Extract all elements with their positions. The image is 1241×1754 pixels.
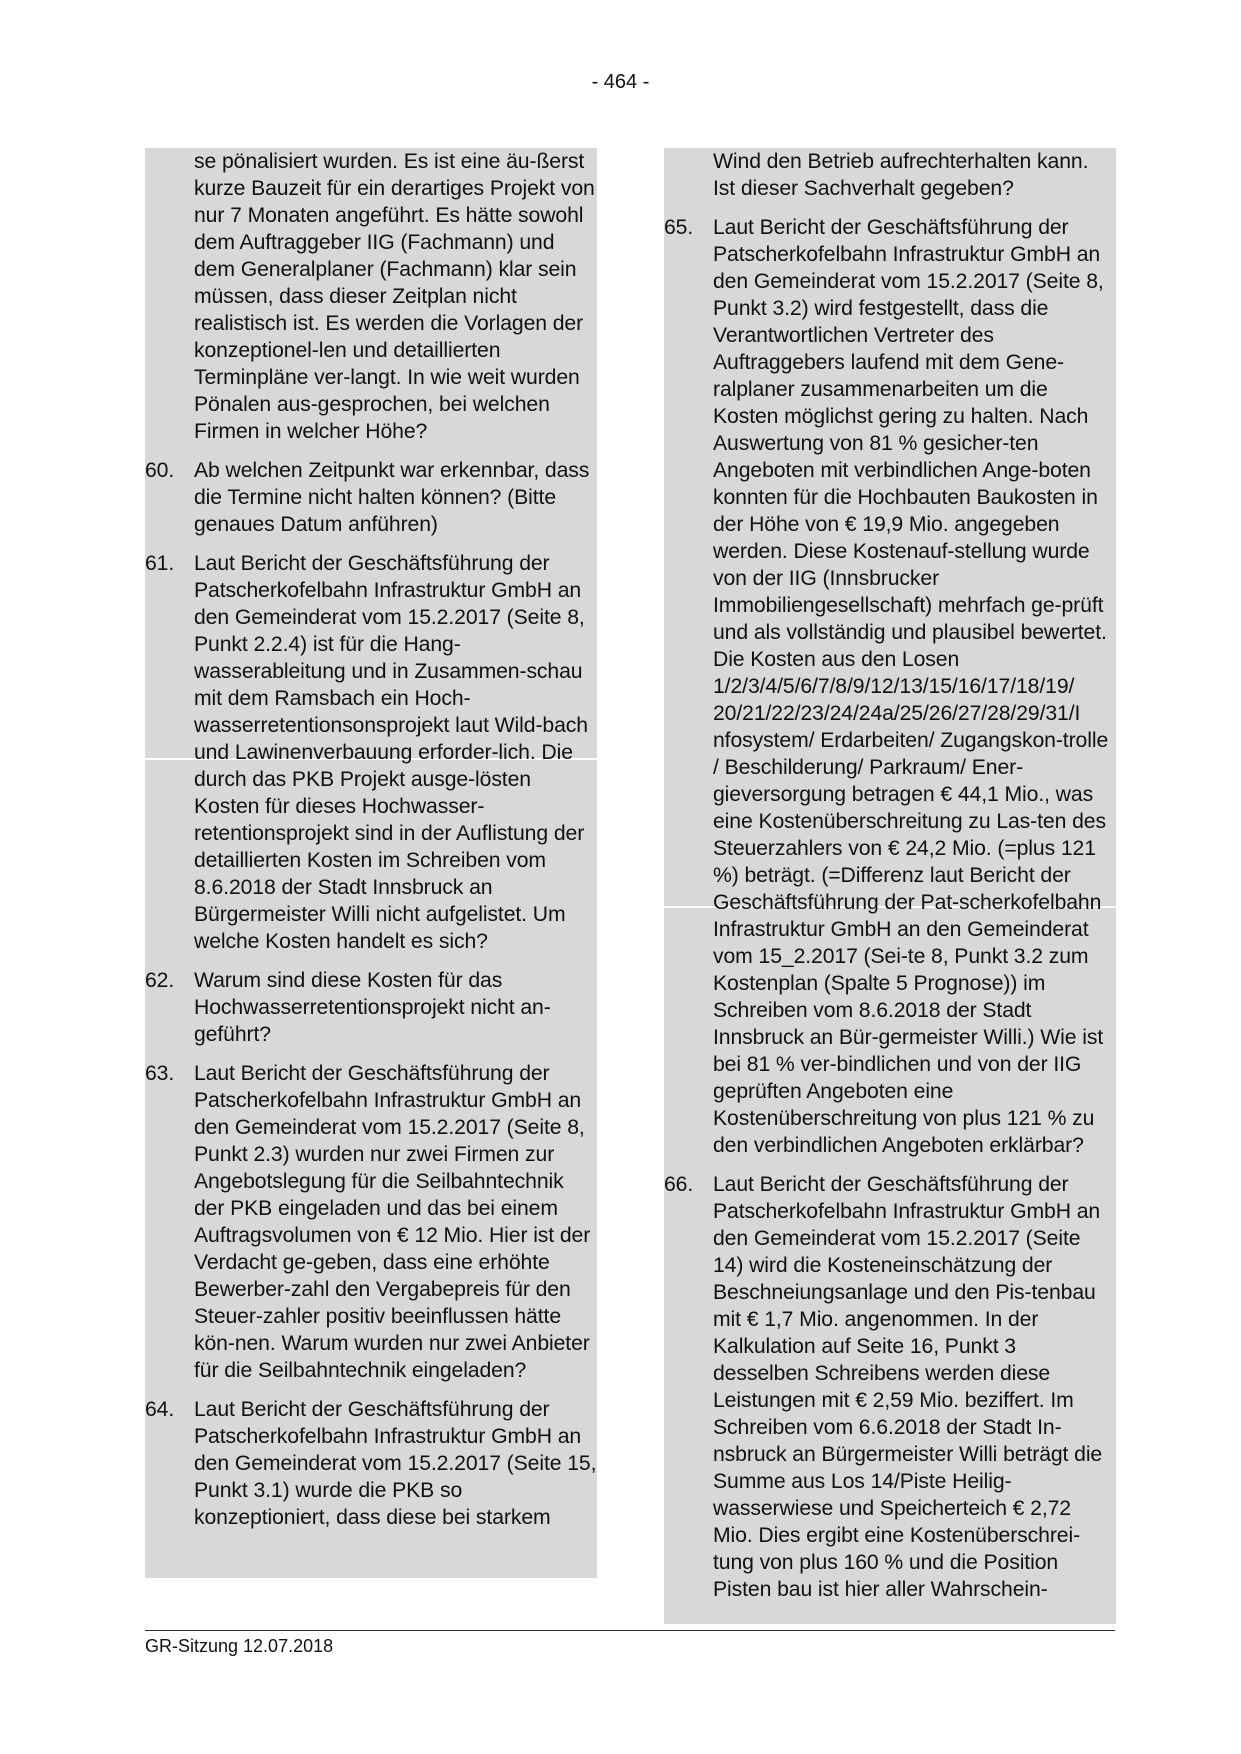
item-text: Warum sind diese Kosten für das Hochwasserretentionsprojekt nicht an-geführt? [194,969,551,1046]
item-number: 64. [145,1398,175,1421]
list-item [145,1396,597,1531]
page-number: - 464 - [591,71,650,93]
footer-divider [145,1630,1115,1631]
item-text: Laut Bericht der Geschäftsführung der Patscherkofelbahn Infrastruktur GmbH an den Gemeinderat vom 15.2.2017 (Seite 14) wird die Kosteneinschätzung der Beschneiungsanlage und den Pis-tenbau mit € 1,7 Mio. angenommen. In der Kalkulation auf Seite 16, Punkt 3 desselben Schreibens werden diese Leistungen mit € 2,59 Mio. beziffert. Im Schreiben vom 6.6.2018 der Stadt In-nsbruck an Bürgermeister Willi beträgt die Summe aus Los 14/Piste Heilig-wasserwiese und Speicherteich € 2,72 Mio. Dies ergibt eine Kostenüberschrei-tung von plus 160 % und die Position Pisten bau ist hier aller Wahrschein- [713,1173,1103,1601]
footer-label: GR-Sitzung 12.07.2018 [145,1636,334,1656]
item-text: Wind den Betrieb aufrechterhalten kann. Ist dieser Sachverhalt gegeben? [713,150,1089,200]
right-column [664,148,1116,1615]
list-item-continuation [145,148,597,445]
list-item [145,1060,597,1384]
item-text: Laut Bericht der Geschäftsführung der Patscherkofelbahn Infrastruktur GmbH an den Gemeinderat vom 15.2.2017 (Seite 8, Punkt 3.2) wird festgestellt, dass die Verantwortlichen Vertreter des Auftraggebers laufend mit dem Gene-ralplaner zusammenarbeiten um die Kosten möglichst gering zu halten. Nach Auswertung von 81 % gesicher-ten Angeboten mit verbindlichen Ange-boten konnten für die Hochbauten Baukosten in der Höhe von € 19,9 Mio. angegeben werden. Diese Kostenauf-stellung wurde von der IIG (Innsbrucker Immobiliengesellschaft) mehrfach ge-prüft und als vollständig und plausibel bewertet. Die Kosten aus den Losen 1/2/3/4/5/6/7/8/9/12/13/15/16/17/18/19/ 20/21/22/23/24/24a/25/26/27/28/29/31/I nfosystem/ Erdarbeiten/ Zugangskon-trolle / Beschilderung/ Parkraum/ Ener-gieversorgung betragen € 44,1 Mio., was eine Kostenüberschreitung zu Las-ten des Steuerzahlers von € 24,2 Mio. (=plus 121 %) beträgt. (=Differenz laut Bericht der Geschäftsführung der Pat-scherkofelbahn Infrastruktur GmbH an den Gemeinderat vom 15_2.2017 (Sei-te 8, Punkt 3.2 zum Kostenplan (Spalte 5 Prognose)) im Schreiben vom 8.6.2018 der Stadt Innsbruck an Bür-germeister Willi.) Wie ist bei 81 % ver-bindlichen und von der IIG geprüften Angeboten eine Kostenüberschreitung von plus 121 % zu den verbindlichen Angeboten erklärbar? [713,216,1109,1157]
list-item-continuation [664,148,1116,202]
item-text: Laut Bericht der Geschäftsführung der Patscherkofelbahn Infrastruktur GmbH an den Gemeinderat vom 15.2.2017 (Seite 8, Punkt 2.3) wurden nur zwei Firmen zur Angebotslegung für die Seilbahntechnik der PKB eingeladen und das bei einem Auftragsvolumen von € 12 Mio. Hier ist der Verdacht ge-geben, dass eine erhöhte Bewerber-zahl den Vergabepreis für den Steuer-zahler positiv beeinflussen hätte kön-nen. Warum wurden nur zwei Anbieter für die Seilbahntechnik eingeladen? [194,1062,591,1382]
item-number: 65. [664,216,694,239]
list-item [664,214,1116,1159]
item-text: Laut Bericht der Geschäftsführung der Patscherkofelbahn Infrastruktur GmbH an den Gemeinderat vom 15.2.2017 (Seite 15, Punkt 3.1) wurde die PKB so konzeptioniert, dass diese bei starkem [194,1398,597,1529]
list-item [664,1171,1116,1603]
list-item [145,457,597,538]
item-number: 66. [664,1173,694,1196]
item-text: Laut Bericht der Geschäftsführung der Patscherkofelbahn Infrastruktur GmbH an den Gemeinderat vom 15.2.2017 (Seite 8, Punkt 2.2.4) ist für die Hang-wasserableitung und in Zusammen-schau mit dem Ramsbach ein Hoch-wasserretentionsonsprojekt laut Wild-bach und Lawinenverbauung erforder-lich. Die durch das PKB Projekt ausge-lösten Kosten für dieses Hochwasser-retentionsprojekt sind in der Auflistung der detaillierten Kosten im Schreiben vom 8.6.2018 der Stadt Innsbruck an Bürgermeister Willi nicht aufgelistet. Um welche Kosten handelt es sich? [194,552,588,953]
item-number: 63. [145,1062,175,1085]
item-number: 60. [145,459,175,482]
item-text: Ab welchen Zeitpunkt war erkennbar, dass die Termine nicht halten können? (Bitte genaues Datum anführen) [194,459,590,536]
item-text: se pönalisiert wurden. Es ist eine äu-ßerst kurze Bauzeit für ein derartiges Projekt von nur 7 Monaten angeführt. Es hätte sowohl dem Auftraggeber IIG (Fachmann) und dem Generalplaner (Fachmann) klar sein müssen, dass dieser Zeitplan nicht realistisch ist. Es werden die Vorlagen der konzeptionel-len und detaillierten Terminpläne ver-langt. In wie weit wurden Pönalen aus-gesprochen, bei welchen Firmen in welcher Höhe? [194,150,595,443]
list-item [145,967,597,1048]
item-number: 61. [145,552,175,575]
left-column [145,148,597,1543]
list-item [145,550,597,955]
item-number: 62. [145,969,175,992]
